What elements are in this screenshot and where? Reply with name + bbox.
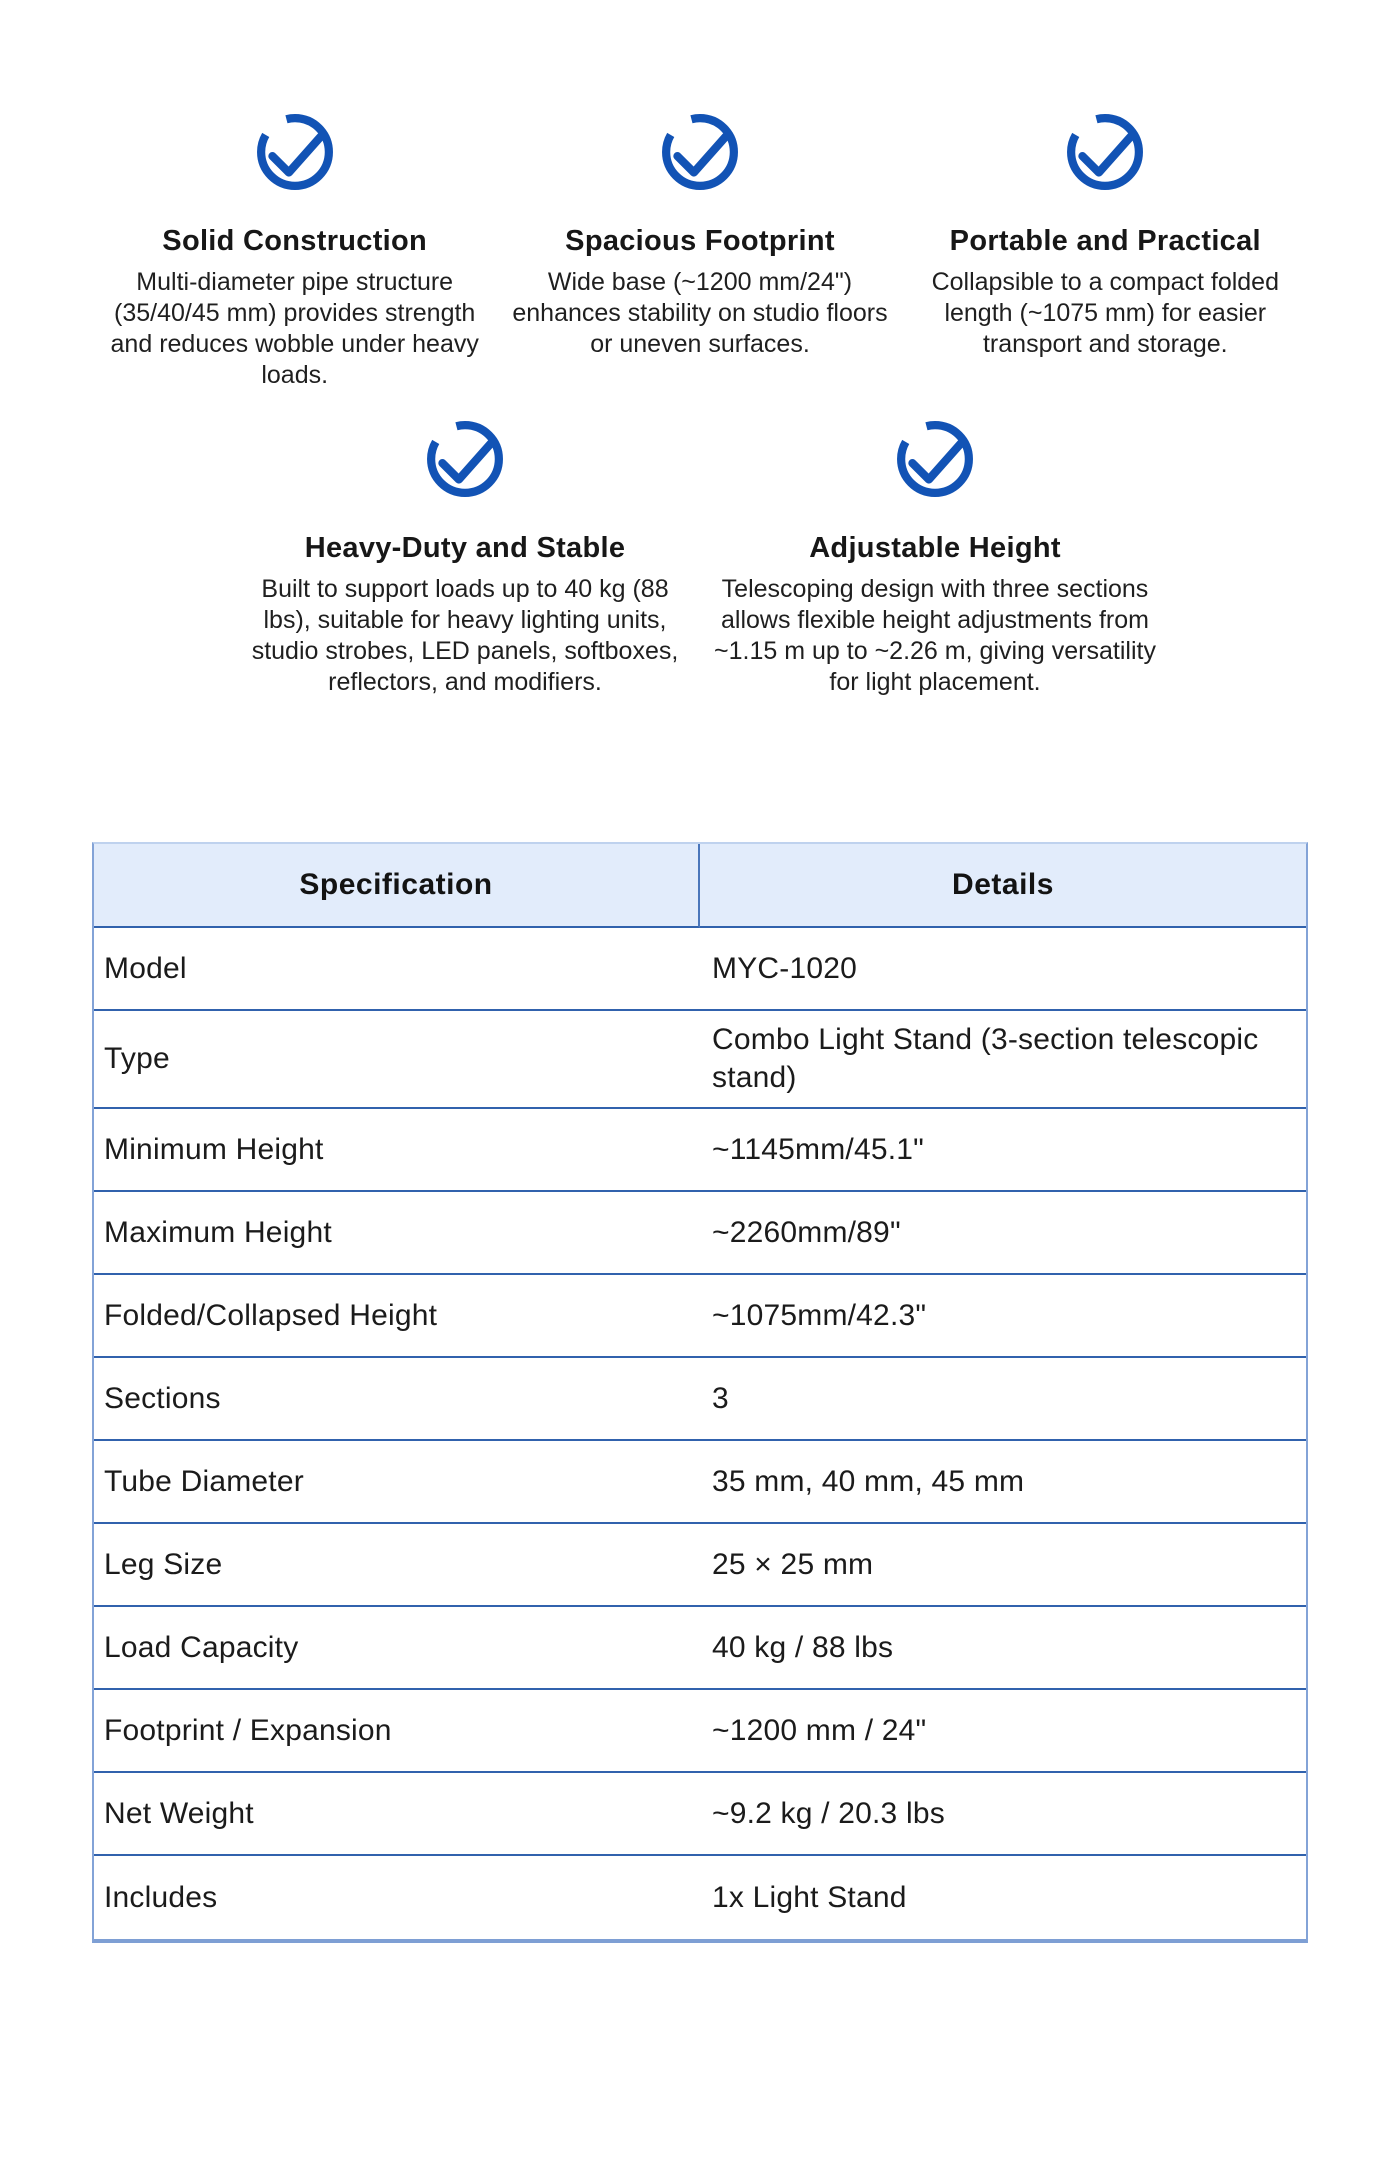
spec-row	[94, 1011, 1306, 1109]
spec-value-cell: Combo Light Stand (3-section telescopic stand)	[700, 1011, 1306, 1109]
spec-row	[94, 1109, 1306, 1192]
check-circle-icon	[240, 420, 690, 498]
check-circle-icon	[710, 420, 1160, 498]
spec-row	[94, 1690, 1306, 1773]
feature-card	[230, 420, 700, 698]
spec-table-body	[94, 928, 1306, 1939]
feature-title: Heavy-Duty and Stable	[304, 532, 626, 564]
spec-label-cell: Model	[94, 928, 700, 1011]
feature-description: Wide base (~1200 mm/24") enhances stability on studio floors or uneven surfaces.	[512, 268, 888, 358]
spec-value-cell: 40 kg / 88 lbs	[700, 1607, 1306, 1690]
feature-card	[903, 113, 1308, 391]
spec-value-cell: 35 mm, 40 mm, 45 mm	[700, 1441, 1306, 1524]
feature-description: Multi-diameter pipe structure (35/40/45 mm) provides strength and reduces wobble under heavy loads.	[110, 268, 479, 389]
features-section	[92, 113, 1308, 698]
spec-label-cell: Includes	[104, 1880, 218, 1914]
spec-value-cell: ~1075mm/42.3"	[700, 1275, 1306, 1358]
feature-description: Collapsible to a compact folded length (~1075 mm) for easier transport and storage.	[931, 268, 1279, 358]
spec-row	[94, 1358, 1306, 1441]
spec-row	[94, 1607, 1306, 1690]
feature-description: Built to support loads up to 40 kg (88 lbs), suitable for heavy lighting units, studio strobes, LED panels, softboxes, reflectors, and modifiers.	[251, 575, 679, 696]
check-circle-icon	[906, 113, 1305, 191]
feature-card	[497, 113, 902, 391]
check-circle-icon	[95, 113, 494, 191]
spec-row	[94, 1441, 1306, 1524]
spec-value-cell: ~2260mm/89"	[700, 1192, 1306, 1275]
features-row-1	[92, 113, 1308, 391]
spec-row	[94, 1524, 1306, 1607]
spec-label-cell: Leg Size	[94, 1524, 700, 1607]
spec-value-cell: ~1200 mm / 24"	[700, 1690, 1306, 1773]
product-description-page	[92, 0, 1308, 1943]
spec-value-cell: ~9.2 kg / 20.3 lbs	[700, 1773, 1306, 1856]
feature-title: Portable and Practical	[949, 225, 1261, 257]
spec-label-cell: Folded/Collapsed Height	[94, 1275, 700, 1358]
spec-label-cell: Footprint / Expansion	[94, 1690, 700, 1773]
feature-description: Telescoping design with three sections allows flexible height adjustments from ~1.15 m up to ~2.26 m, giving versatility for light placement.	[714, 575, 1156, 696]
spec-value-cell: MYC-1020	[700, 928, 1306, 1011]
spec-table-head	[94, 844, 1306, 928]
spec-row	[94, 1192, 1306, 1275]
spec-value-cell: 3	[700, 1358, 1306, 1441]
spec-label-cell: Load Capacity	[94, 1607, 700, 1690]
check-circle-icon	[500, 113, 899, 191]
feature-card	[700, 420, 1170, 698]
spec-header-details: Details	[700, 844, 1306, 928]
feature-title: Solid Construction	[162, 225, 428, 257]
spec-value-cell: 25 × 25 mm	[700, 1524, 1306, 1607]
spec-value-cell: 1x Light Stand	[712, 1880, 907, 1914]
spec-table	[92, 842, 1308, 1943]
spec-label-cell: Net Weight	[94, 1773, 700, 1856]
feature-card	[92, 113, 497, 391]
spec-header-specification: Specification	[94, 844, 700, 928]
spec-label-cell: Minimum Height	[94, 1109, 700, 1192]
feature-title: Spacious Footprint	[565, 225, 835, 257]
spec-value-cell: ~1145mm/45.1"	[700, 1109, 1306, 1192]
spec-row	[94, 928, 1306, 1011]
spec-row	[94, 1275, 1306, 1358]
spec-label-cell: Type	[94, 1011, 700, 1109]
spec-row	[94, 1856, 1306, 1939]
spec-label-cell: Maximum Height	[94, 1192, 700, 1275]
spec-label-cell: Sections	[94, 1358, 700, 1441]
spec-row	[94, 1773, 1306, 1856]
spec-header-row	[94, 844, 1306, 928]
spec-label-cell: Tube Diameter	[94, 1441, 700, 1524]
features-row-2	[92, 420, 1308, 698]
feature-title: Adjustable Height	[809, 532, 1061, 564]
